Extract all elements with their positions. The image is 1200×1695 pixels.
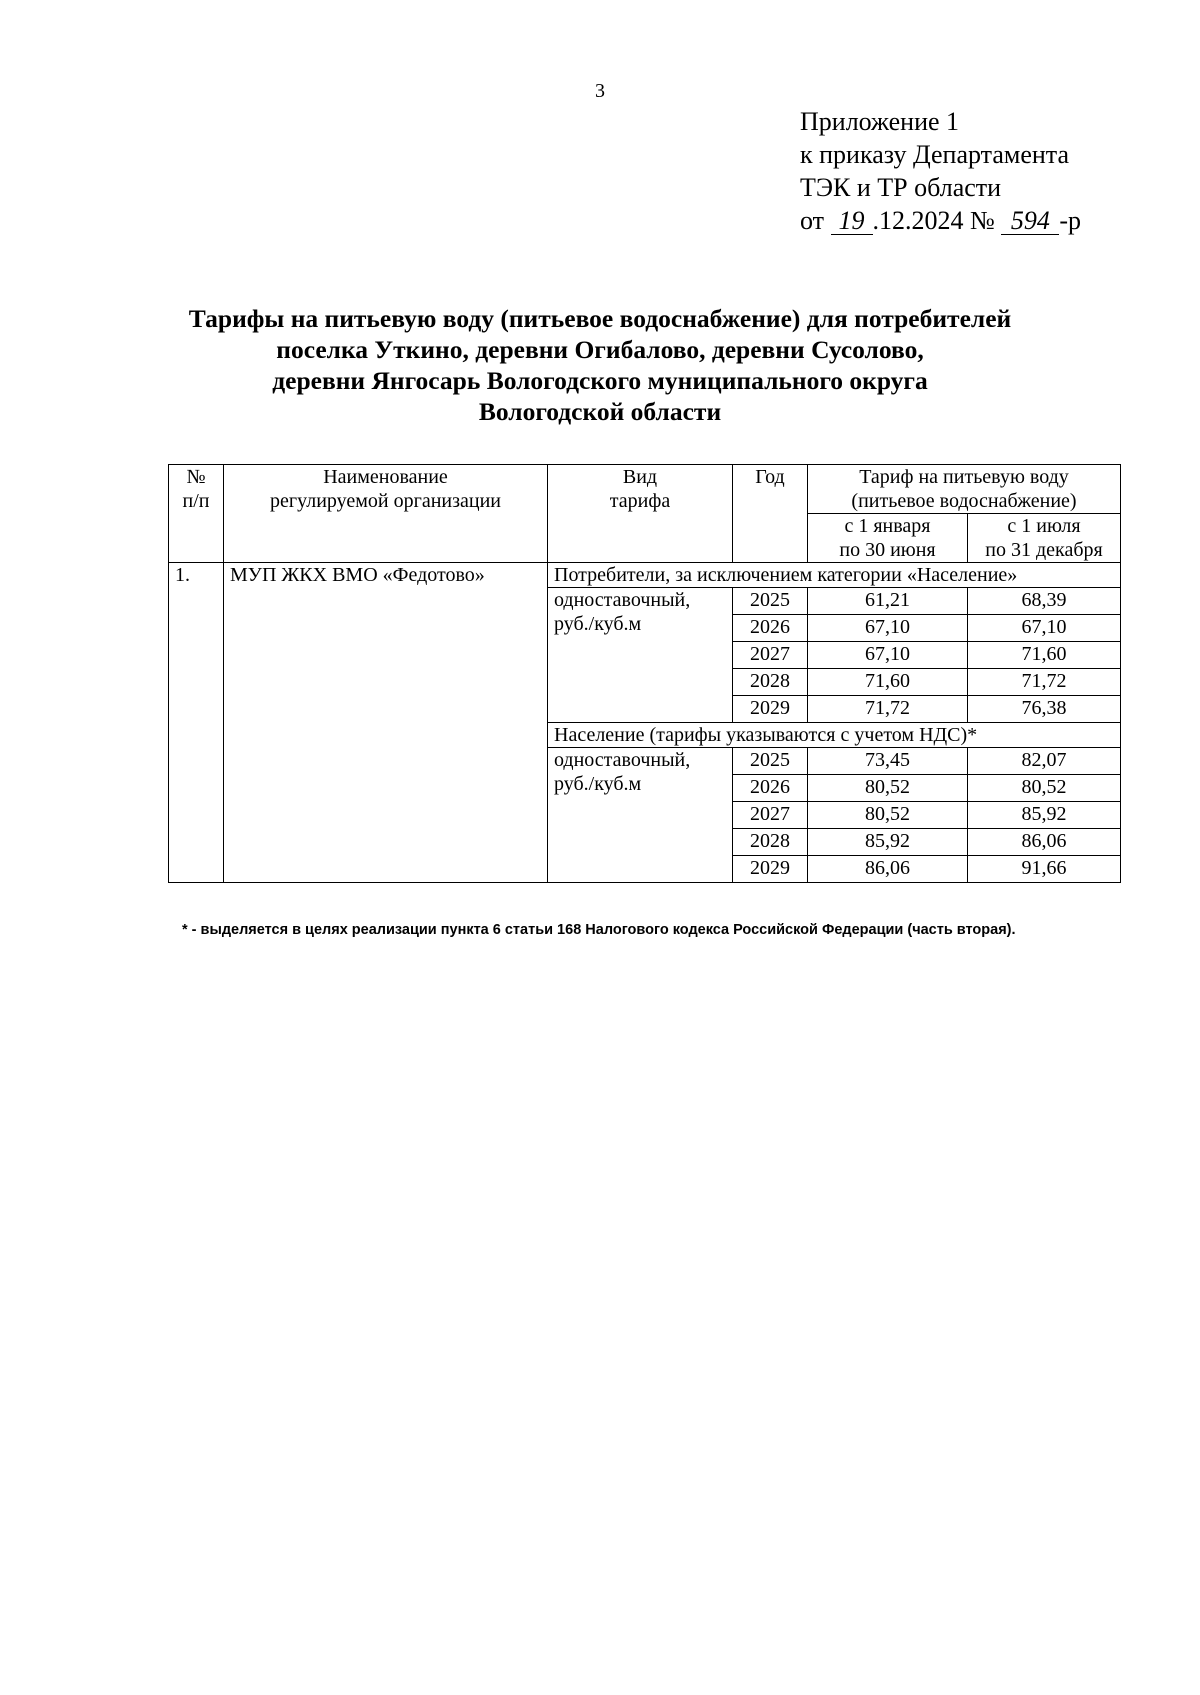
tariff-type-cell: одноставочный, руб./куб.м <box>548 748 733 883</box>
header-tariff-type: Вид тарифа <box>548 465 733 563</box>
second-half-cell: 76,38 <box>968 696 1121 723</box>
year-cell: 2028 <box>733 669 808 696</box>
year-cell: 2029 <box>733 856 808 883</box>
row-number: 1. <box>169 563 224 883</box>
section-title: Население (тарифы указываются с учетом НДС)* <box>548 723 1121 748</box>
year-cell: 2027 <box>733 642 808 669</box>
second-half-cell: 71,60 <box>968 642 1121 669</box>
title-line-4: Вологодской области <box>478 397 722 426</box>
title-line-2: поселка Уткино, деревни Огибалово, деревни Сусолово, <box>276 335 924 364</box>
second-half-cell: 67,10 <box>968 615 1121 642</box>
second-half-cell: 80,52 <box>968 775 1121 802</box>
first-half-cell: 71,60 <box>808 669 968 696</box>
appendix-line-1: Приложение 1 <box>800 107 960 136</box>
appendix-date-line <box>800 204 1081 237</box>
title-line-1: Тарифы на питьевую воду (питьевое водоснабжение) для потребителей <box>188 304 1012 333</box>
first-half-cell: 85,92 <box>808 829 968 856</box>
first-half-cell: 61,21 <box>808 588 968 615</box>
order-suffix: -р <box>1059 206 1082 235</box>
title-line-3: деревни Янгосарь Вологодского муниципального округа <box>272 366 928 395</box>
year-cell: 2026 <box>733 615 808 642</box>
first-half-cell: 71,72 <box>808 696 968 723</box>
document-title <box>150 303 1050 427</box>
first-half-cell: 73,45 <box>808 748 968 775</box>
date-prefix: от <box>800 206 825 235</box>
footnote: * - выделяется в целях реализации пункта 6 статьи 168 Налогового кодекса Российской Федерации (часть вторая). <box>182 922 1016 938</box>
second-half-cell: 68,39 <box>968 588 1121 615</box>
second-half-cell: 71,72 <box>968 669 1121 696</box>
year-cell: 2025 <box>733 748 808 775</box>
handwritten-order-number: 594 <box>1001 208 1059 235</box>
year-cell: 2025 <box>733 588 808 615</box>
year-cell: 2028 <box>733 829 808 856</box>
year-cell: 2026 <box>733 775 808 802</box>
first-half-cell: 86,06 <box>808 856 968 883</box>
first-half-cell: 80,52 <box>808 802 968 829</box>
section-title: Потребители, за исключением категории «Население» <box>548 563 1121 588</box>
year-cell: 2029 <box>733 696 808 723</box>
second-half-cell: 82,07 <box>968 748 1121 775</box>
second-half-cell: 86,06 <box>968 829 1121 856</box>
second-half-cell: 91,66 <box>968 856 1121 883</box>
first-half-cell: 67,10 <box>808 642 968 669</box>
appendix-block <box>800 105 1081 237</box>
tariff-table <box>168 464 1121 883</box>
appendix-line-2: к приказу Департамента <box>800 140 1070 169</box>
first-half-cell: 80,52 <box>808 775 968 802</box>
appendix-line-3: ТЭК и ТР области <box>800 173 1002 202</box>
date-rest: .12.2024 № <box>872 206 995 235</box>
header-row <box>169 465 1121 514</box>
handwritten-day: 19 <box>831 208 873 235</box>
first-half-cell: 67,10 <box>808 615 968 642</box>
organization-name: МУП ЖКХ ВМО «Федотово» <box>224 563 548 883</box>
tariff-type-cell: одноставочный, руб./куб.м <box>548 588 733 723</box>
header-tariff: Тариф на питьевую воду (питьевое водоснабжение) <box>808 465 1121 514</box>
section-title-row <box>169 563 1121 588</box>
header-year: Год <box>733 465 808 563</box>
year-cell: 2027 <box>733 802 808 829</box>
page-number: 3 <box>595 80 605 102</box>
header-period-2: с 1 июля по 31 декабря <box>968 514 1121 563</box>
header-organization: Наименование регулируемой организации <box>224 465 548 563</box>
second-half-cell: 85,92 <box>968 802 1121 829</box>
header-number: № п/п <box>169 465 224 563</box>
header-period-1: с 1 января по 30 июня <box>808 514 968 563</box>
